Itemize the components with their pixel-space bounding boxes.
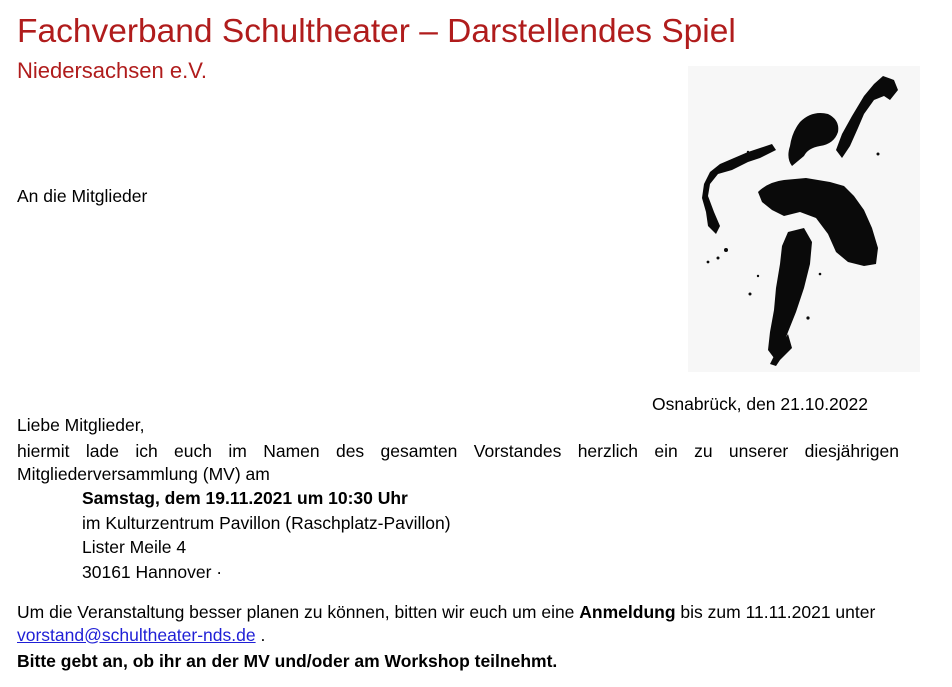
registration-tail: . (255, 624, 266, 645)
registration-keyword: Anmeldung (579, 602, 676, 622)
registration-text-after: bis zum 11.11.2021 unter (680, 602, 876, 622)
closing-instruction: Bitte gebt an, ob ihr an der MV und/oder am Workshop teilnehmt. (17, 651, 558, 671)
event-street: Lister Meile 4 (82, 537, 187, 557)
email-link[interactable]: vorstand@schultheater-nds.de (17, 624, 256, 645)
recipient-line: An die Mitglieder (17, 186, 148, 206)
place-and-date: Osnabrück, den 21.10.2022 (652, 394, 868, 414)
registration-paragraph (17, 601, 907, 646)
registration-text-before: Um die Veranstaltung besser planen zu können, bitten wir euch um eine (17, 602, 575, 622)
event-city: 30161 Hannover · (82, 561, 223, 582)
salutation: Liebe Mitglieder, (17, 415, 145, 435)
intro-paragraph: hiermit lade ich euch im Namen des gesamten Vorstandes herzlich ein zu unserer diesjährigen Mitgliederversammlung (MV) am (17, 441, 899, 484)
event-details (82, 486, 451, 584)
dancer-brushstroke-icon (688, 66, 920, 372)
event-venue: im Kulturzentrum Pavillon (Raschplatz-Pavillon) (82, 512, 451, 533)
event-date-time: Samstag, dem 19.11.2021 um 10:30 Uhr (82, 488, 408, 508)
organization-title: Fachverband Schultheater – Darstellendes Spiel (17, 13, 736, 50)
organization-subtitle: Niedersachsen e.V. (17, 58, 207, 83)
